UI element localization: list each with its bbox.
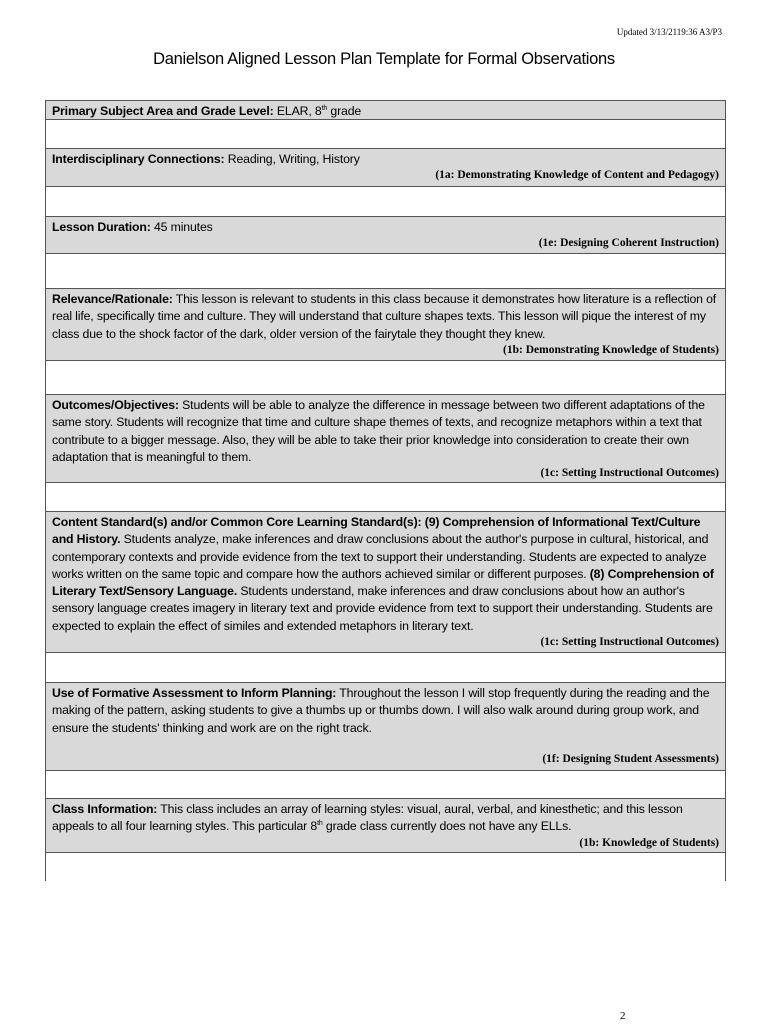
relevance-response-field[interactable] [46,361,725,395]
standards-ref: (1c: Setting Instructional Outcomes) [540,636,719,649]
outcomes-label: Outcomes/Objectives: [52,398,179,412]
relevance-ref: (1b: Demonstrating Knowledge of Students) [503,343,719,356]
standards-text-8: Students understand, make inferences and draw conclusions about how an author's sensory language creates imagery in literary text and provide evidence from text to support their understanding. Students are expected to explain the effect of similes and extended metaphors in literary text. [52,584,713,633]
outcomes-row [46,395,725,483]
subject-label: Primary Subject Area and Grade Level: [52,104,274,118]
duration-value: 45 minutes [150,220,213,234]
updated-stamp: Updated 3/13/2119:36 A3/P3 [616,27,722,37]
standards-response-field[interactable] [46,653,725,683]
standards-text-9: Students analyze, make inferences and draw conclusions about the author's purpose in cultural, historical, and contemporary contexts and provide evidence from the text to support their understanding. Students are expected to analyze works written on the same topic and compare how the authors achieved similar or different purposes. [52,532,709,581]
lesson-plan-table [45,100,726,881]
standards-label-8: (8) Comprehension of Literary Text/Sensory Language. [52,566,714,599]
interdisciplinary-response-field[interactable] [46,187,725,217]
outcomes-value: Students will be able to analyze the difference in message between two different adaptations of the same story. Students will recognize that time and culture shape themes of texts, and recognize metaphors within a text that contribute to a bigger message. Also, they will be able to take their prior knowledge into consideration to create their own adaptation that is meaningful to them. [52,398,705,464]
subject-response-field[interactable] [46,120,725,149]
duration-response-field[interactable] [46,254,725,289]
formative-value: Throughout the lesson I will stop frequently during the reading and the making of the pattern, asking students to give a thumbs up or thumbs down. I will also walk around during group work, and ensure the students' thinking and work are on the right track. [52,686,710,735]
interdisciplinary-row [46,149,725,187]
subject-value: ELAR, 8 [273,104,322,118]
interdisciplinary-label: Interdisciplinary Connections: [52,152,225,166]
class-info-row [46,799,725,853]
class-info-response-field[interactable] [46,853,725,881]
duration-label: Lesson Duration: [52,220,151,234]
subject-row [46,101,725,120]
class-info-value-end: grade class currently does not have any ELLs. [322,819,572,834]
standards-row [46,512,725,653]
subject-value-sup: th [321,104,328,112]
relevance-row [46,289,725,361]
class-info-ref: (1b: Knowledge of Students) [579,836,719,849]
formative-row [46,683,725,771]
formative-label: Use of Formative Assessment to Inform Planning: [52,686,337,700]
duration-row [46,217,725,254]
class-info-value: This class includes an array of learning styles: visual, aural, verbal, and kinesthetic; and this lesson appeals to all four learning styles. This particular 8 [52,802,683,834]
formative-ref: (1f: Designing Student Assessments) [542,752,719,765]
interdisciplinary-ref: (1a: Demonstrating Knowledge of Content and Pedagogy) [435,169,719,182]
interdisciplinary-value: Reading, Writing, History [224,152,360,166]
duration-ref: (1e: Designing Coherent Instruction) [538,237,719,250]
outcomes-response-field[interactable] [46,483,725,512]
outcomes-ref: (1c: Setting Instructional Outcomes) [540,467,719,480]
formative-response-field[interactable] [46,771,725,799]
subject-value-end: grade [327,104,362,118]
relevance-label: Relevance/Rationale: [52,292,173,306]
class-info-value-sup: th [317,820,323,828]
relevance-value: This lesson is relevant to students in this class because it demonstrates how literature is a reflection of real life, specifically time and culture. They will understand that culture shapes texts. This lesson will pique the interest of my class due to the shock factor of the dark, older version of the fairytale they thought they knew. [52,292,717,341]
class-info-label: Class Information: [52,802,158,816]
standards-label: Content Standard(s) and/or Common Core Learning Standard(s): (9) Comprehension of Informational Text/Culture and History. [52,515,701,547]
document-title: Danielson Aligned Lesson Plan Template for Formal Observations [153,50,615,68]
page-number: 2 [620,1010,626,1022]
